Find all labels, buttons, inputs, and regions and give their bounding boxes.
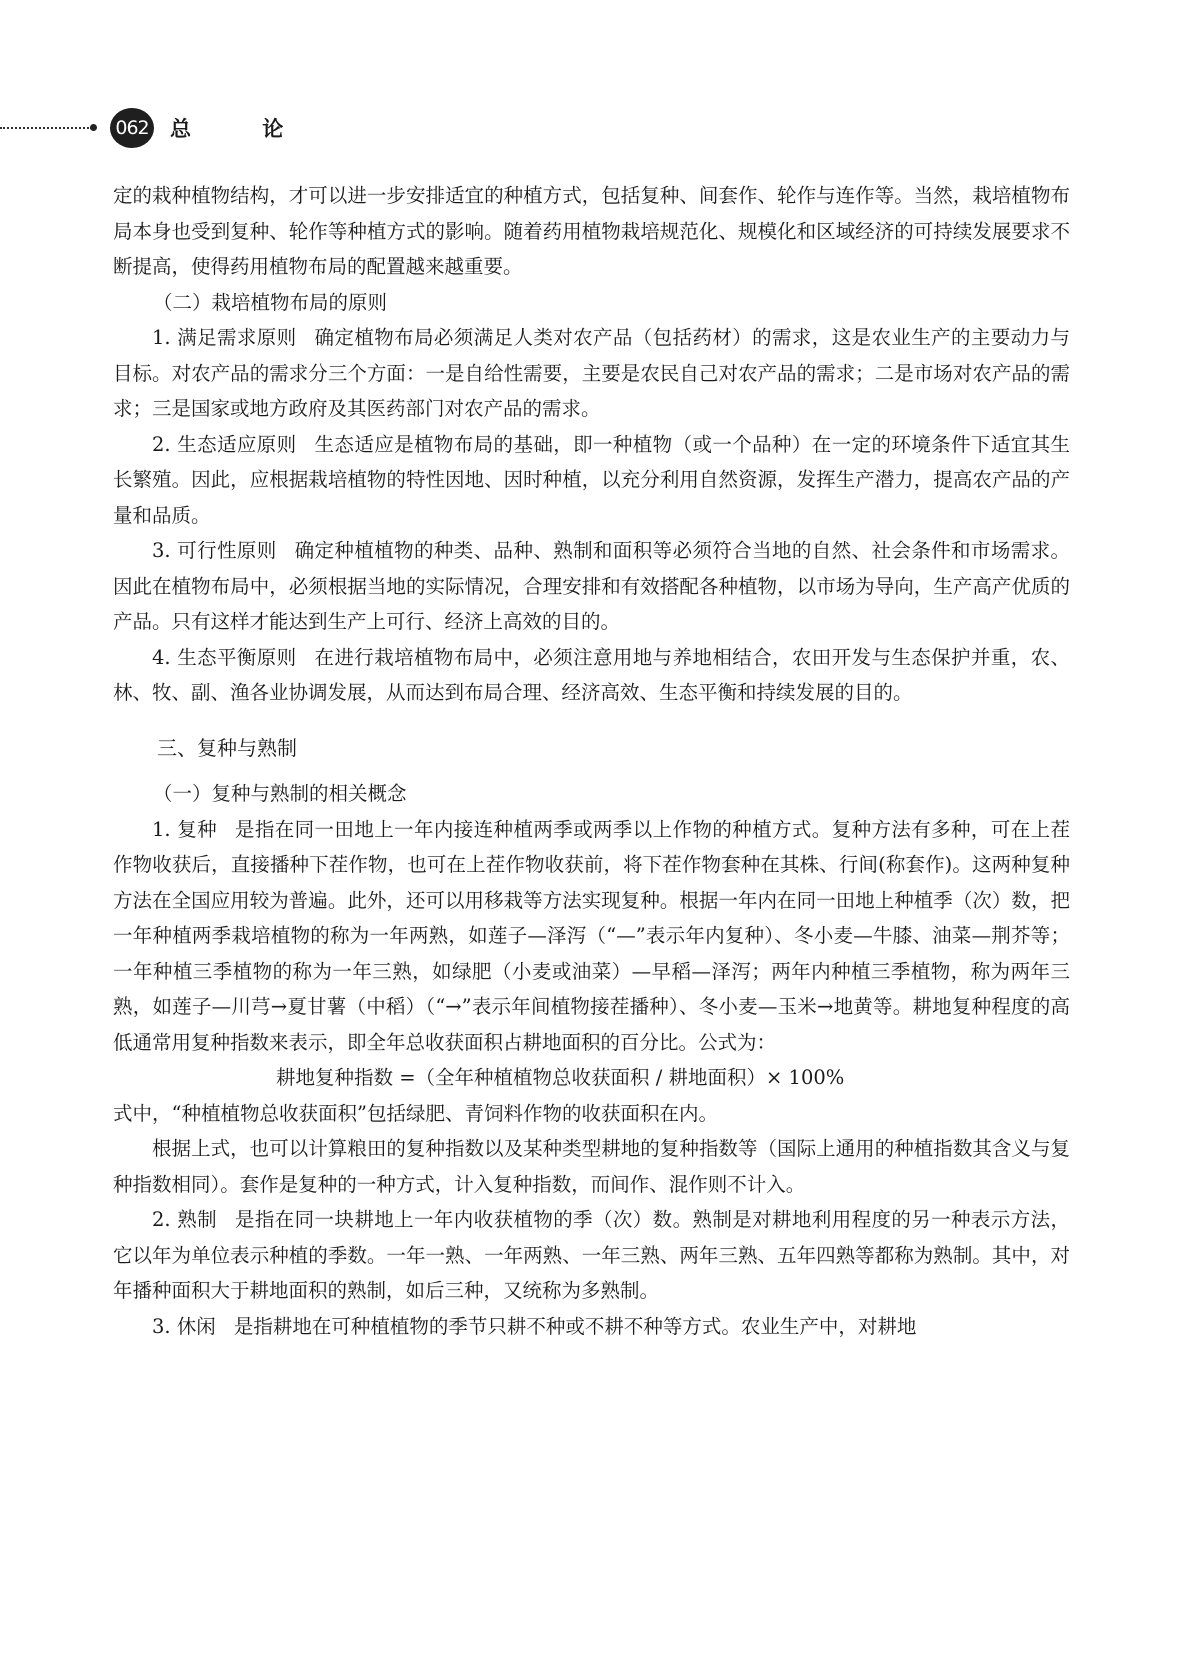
principle-1-term: 1. 满足需求原则 — [152, 326, 297, 349]
subheading-layout-principles: （二）栽培植物布局的原则 — [153, 290, 388, 314]
concept-2-text: 是指在同一块耕地上一年内收获植物的季（次）数。熟制是对耕地利用程度的另一种表示方法，它以年为单位表示种植的季数。一年一熟、一年两熟、一年三熟、两年三熟、五年四熟等都称为熟制。其中，对年播种面积大于耕地面积的熟制，如后三种，又统称为多熟制。 — [113, 1208, 1070, 1302]
principle-2-paragraph — [113, 427, 1070, 534]
running-title: 总 论 — [170, 117, 316, 141]
principle-2-term: 2. 生态适应原则 — [152, 432, 297, 456]
concept-2-term: 2. 熟制 — [152, 1208, 217, 1231]
principle-1-text: 确定植物布局必须满足人类对农产品（包括药材）的需求，这是农业生产的主要动力与目标。对农产品的需求分三个方面：一是自给性需要，主要是农民自己对农产品的需求；二是市场对农产品的需求；三是国家或地方政府及其医药部门对农产品的需求。 — [113, 326, 1070, 420]
concept-1-followup-paragraph: 根据上式，也可以计算粮田的复种指数以及某种类型耕地的复种指数等（国际上通用的种植指数其含义与复种指数相同）。套作是复种的一种方式，计入复种指数，而间作、混作则不计入。 — [113, 1137, 1070, 1196]
principle-2-text: 生态适应是植物布局的基础，即一种植物（或一个品种）在一定的环境条件下适宜其生长繁殖。因此，应根据栽培植物的特性因地、因时种植，以充分利用自然资源，发挥生产潜力，提高农产品的产量和品质。 — [113, 432, 1070, 527]
concept-3-paragraph — [113, 1309, 1070, 1345]
principle-3-text: 确定种植植物的种类、品种、熟制和面积等必须符合当地的自然、社会条件和市场需求。因此在植物布局中，必须根据当地的实际情况，合理安排和有效搭配各种植物，以市场为导向，生产高产优质的产品。只有这样才能达到生产上可行、经济上高效的目的。 — [113, 539, 1070, 633]
intro-paragraph: 定的栽种植物结构，才可以进一步安排适宜的种植方式，包括复种、间套作、轮作与连作等。当然，栽培植物布局本身也受到复种、轮作等种植方式的影响。随着药用植物栽培规范化、规模化和区域经济的可持续发展要求不断提高，使得药用植物布局的配置越来越重要。 — [113, 184, 1070, 278]
header-rule-end-dot — [90, 124, 97, 131]
formula-note: 式中，“种植植物总收获面积”包括绿肥、青饲料作物的收获面积在内。 — [113, 1101, 718, 1125]
concept-3-text: 是指耕地在可种植植物的季节只耕不种或不耕不种等方式。农业生产中，对耕地 — [233, 1314, 917, 1338]
section-heading-multiple-cropping: 三、复种与熟制 — [157, 735, 297, 760]
principle-1-paragraph — [113, 320, 1070, 427]
principle-3-paragraph — [113, 533, 1070, 640]
principle-4-term: 4. 生态平衡原则 — [152, 645, 297, 669]
concept-1-paragraph — [113, 812, 1070, 1061]
principle-4-paragraph — [113, 640, 1070, 711]
header-dotted-rule — [0, 127, 92, 129]
concept-1-text: 是指在同一田地上一年内接连种植两季或两季以上作物的种植方式。复种方法有多种，可在上茬作物收获后，直接播种下茬作物，也可在上茬作物收获前，将下茬作物套种在其株、行间(称套作)。这两种复种方法在全国应用较为普遍。此外，还可以用移栽等方法实现复种。根据一年内在同一田地上种植季（次）数，把一年种植两季栽培植物的称为一年两熟，如莲子—泽泻（“—”表示年内复种）、冬小麦—牛膝、油菜—荆芥等；一年种植三季植物的称为一年三熟，如绿肥（小麦或油菜）—早稻—泽泻；两年内种植三季植物，称为两年三熟，如莲子—川芎→夏甘薯（中稻）（“→”表示年间植物接茬播种）、冬小麦—玉米→地黄等。耕地复种程度的高低通常用复种指数来表示，即全年总收获面积占耕地面积的百分比。公式为： — [113, 817, 1070, 1054]
principle-4-text: 在进行栽培植物布局中，必须注意用地与养地相结合，农田开发与生态保护并重，农、林、牧、副、渔各业协调发展，从而达到布局合理、经济高效、生态平衡和持续发展的目的。 — [113, 645, 1070, 704]
page-body — [113, 178, 1070, 1344]
concept-3-term: 3. 休闲 — [152, 1314, 216, 1338]
formula-line: 耕地复种指数 =（全年种植植物总收获面积 / 耕地面积）× 100% — [276, 1066, 845, 1089]
concept-1-term: 1. 复种 — [152, 817, 217, 841]
principle-3-term: 3. 可行性原则 — [152, 539, 277, 562]
concept-2-paragraph — [113, 1202, 1070, 1309]
page-number-badge: 062 — [110, 108, 154, 148]
page-header — [0, 108, 420, 148]
subheading-related-concepts: （一）复种与熟制的相关概念 — [153, 782, 407, 805]
